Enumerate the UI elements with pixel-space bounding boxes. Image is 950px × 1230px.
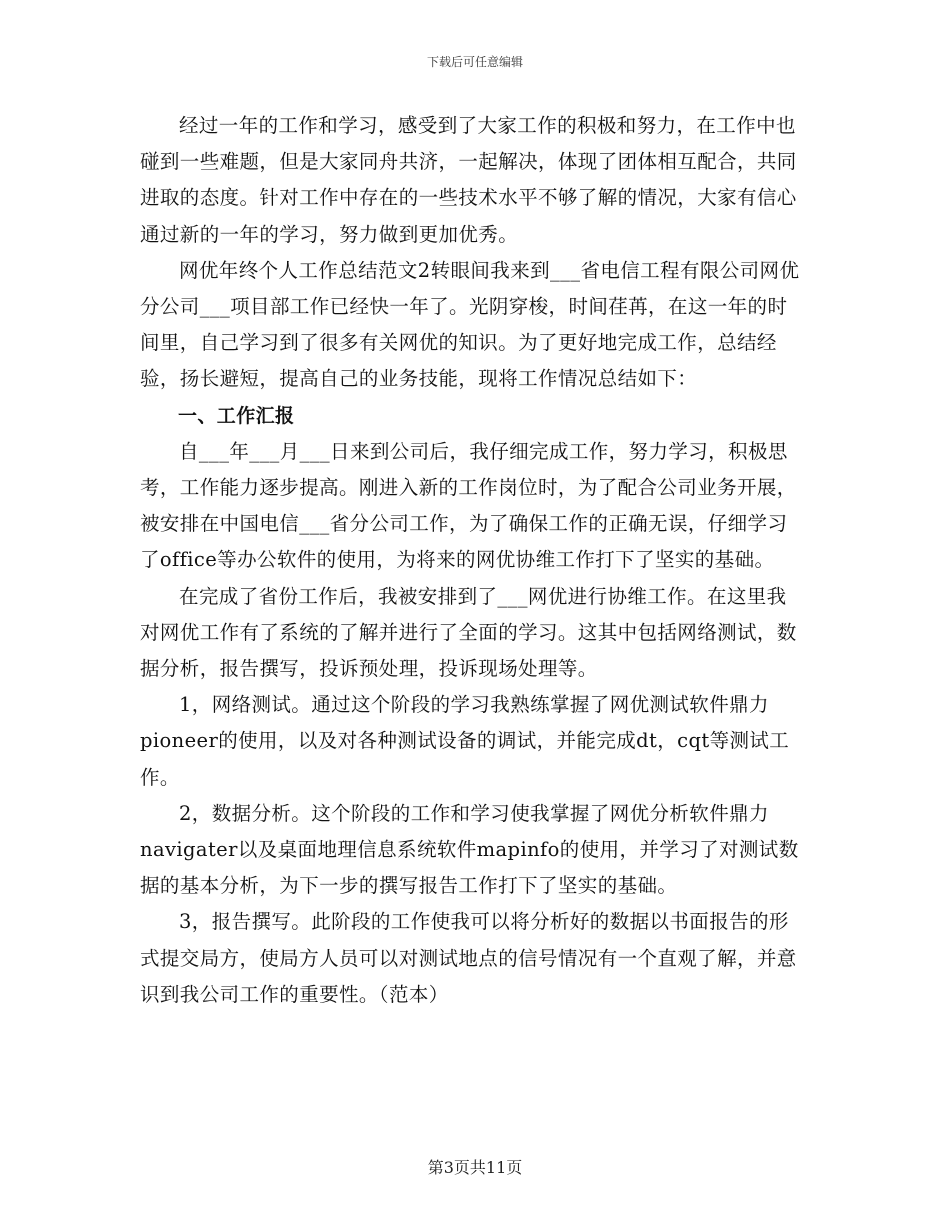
- document-body: [140, 108, 805, 1013]
- page-header-note: 下载后可任意编辑: [426, 55, 523, 69]
- paragraph: 经过一年的工作和学习，感受到了大家工作的积极和努力，在工作中也碰到一些难题，但是大家同舟共济，一起解决，体现了团体相互配合，共同进取的态度。针对工作中存在的一些技术水平不够了解的情况，大家有信心通过新的一年的学习，努力做到更加优秀。: [140, 114, 797, 246]
- paragraph: 3，报告撰写。此阶段的工作使我可以将分析好的数据以书面报告的形式提交局方，使局方人员可以对测试地点的信号情况有一个直观了解，并意识到我公司工作的重要性。（范本）: [140, 910, 797, 1006]
- paragraph: 在完成了省份工作后，我被安排到了___网优进行协维工作。在这里我对网优工作有了系统的了解并进行了全面的学习。这其中包括网络测试，数据分析，报告撰写，投诉预处理，投诉现场处理等。: [140, 584, 797, 681]
- paragraph: 自___年___月___日来到公司后，我仔细完成工作，努力学习，积极思考，工作能力逐步提高。刚进入新的工作岗位时，为了配合公司业务开展，被安排在中国电信___省分公司工作，为了确保工作的正确无误，仔细学习了office等办公软件的使用，为将来的网优协维工作打下了坚实的基础。: [140, 439, 797, 572]
- paragraph: 1，网络测试。通过这个阶段的学习我熟练掌握了网优测试软件鼎力pioneer的使用，以及对各种测试设备的调试，并能完成dt，cqt等测试工作。: [140, 693, 790, 789]
- section-heading: 一、工作汇报: [178, 404, 295, 427]
- paragraph: 网优年终个人工作总结范文2转眼间我来到___省电信工程有限公司网优分公司___项目部工作已经快一年了。光阴穿梭，时间荏苒，在这一年的时间里，自己学习到了很多有关网优的知识。为了更好地完成工作，总结经验，扬长避短，提高自己的业务技能，现将工作情况总结如下：: [140, 258, 800, 391]
- page-number-footer: 第3页共11页: [427, 1158, 523, 1177]
- paragraph: 2，数据分析。这个阶段的工作和学习使我掌握了网优分析软件鼎力navigater以及桌面地理信息系统软件mapinfo的使用，并学习了对测试数据的基本分析，为下一步的撰写报告工作打下了坚实的基础。: [140, 801, 799, 898]
